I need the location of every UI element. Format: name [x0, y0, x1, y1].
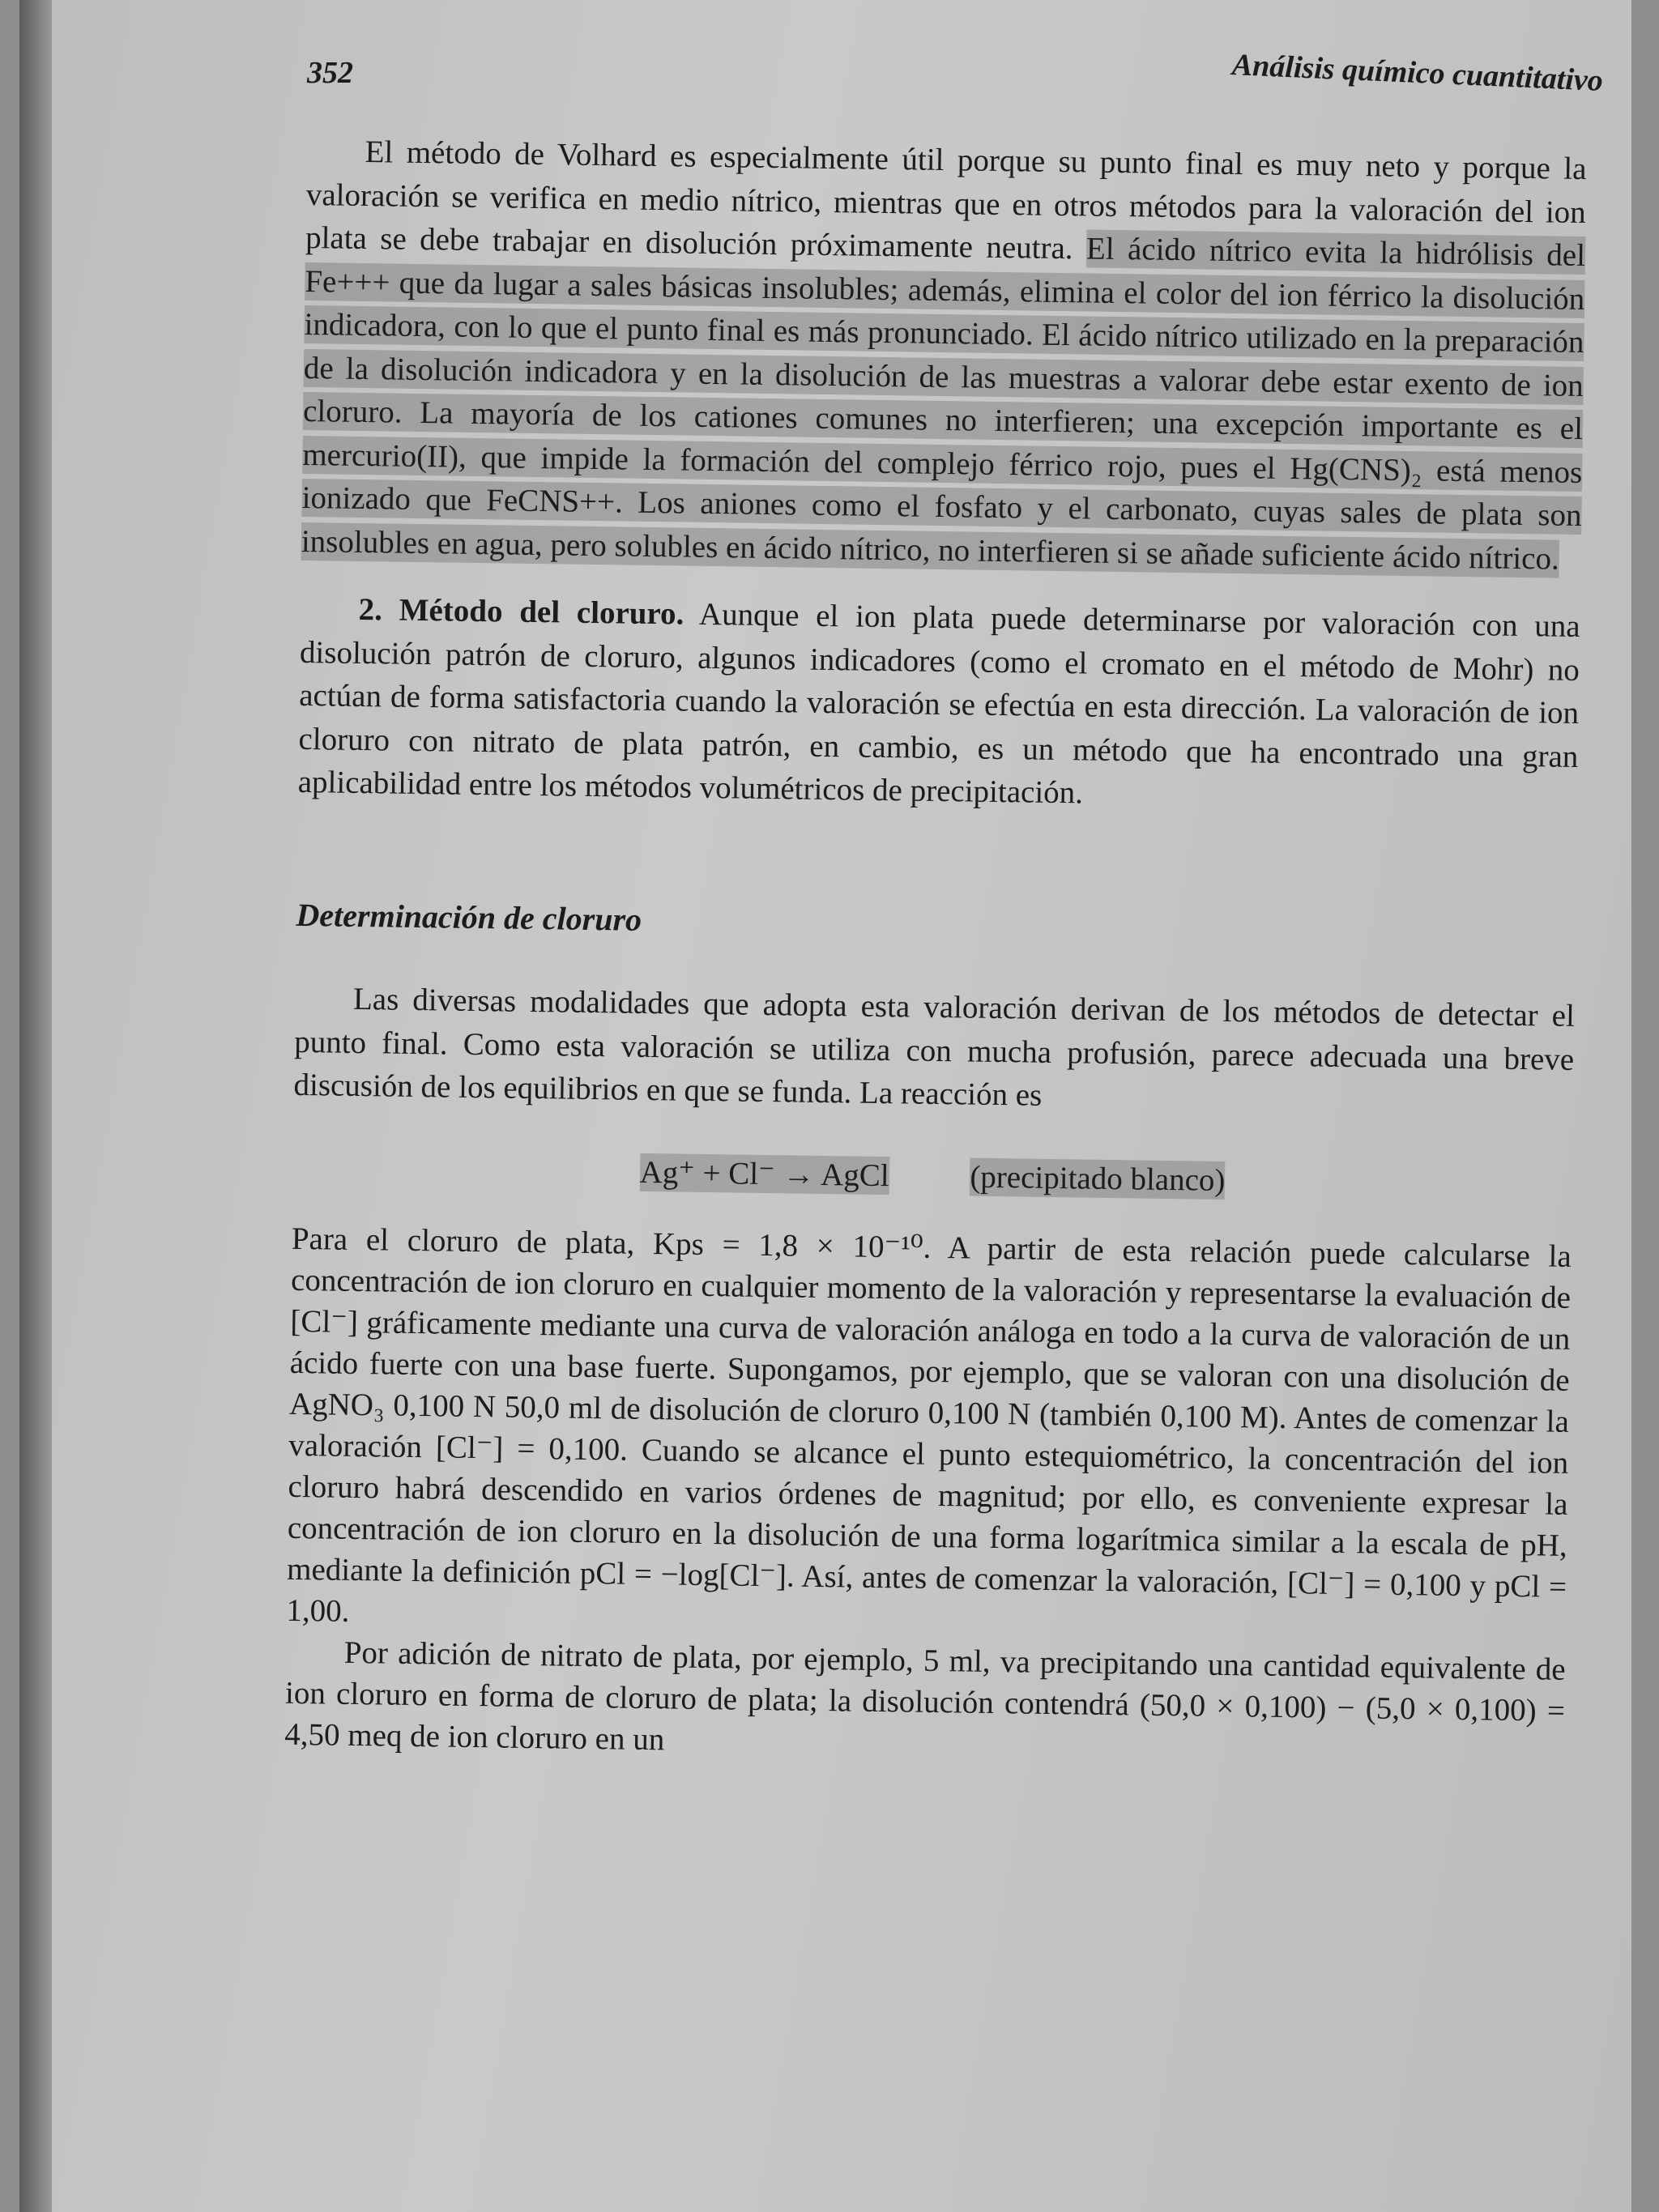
section-title: Determinación de cloruro	[296, 896, 642, 938]
reaction-equation	[292, 1145, 1573, 1207]
paragraph-chloride-method	[297, 587, 1580, 822]
equation-note: (precipitado blanco)	[970, 1159, 1226, 1198]
body-text	[284, 130, 1587, 1773]
chloride-method-label: 2. Método del cloruro.	[358, 591, 684, 632]
paragraph-addition	[284, 1631, 1566, 1773]
paragraph-kps	[286, 1218, 1572, 1649]
highlighted-text: El ácido nítrico evita la hidrólisis del Fe+++ que da lugar a sales básicas insolubles; además, elimina el color del ion férrico la disolución indicadora, con lo que el punto final es más pronunciado. El ácido nítrico utilizado en la preparación de la disolución indicadora y en la disolución de las muestras a valorar debe estar exento de ion cloruro. La mayoría de los cationes comunes no interfieren; una excepción importante es el mercurio(II), que impide la formación del complejo férrico rojo, pues el Hg(CNS)₂ está menos ionizado que FeCNS++. Los aniones como el fosfato y el carbonato, cuyas sales de plata son insolubles en agua, pero solubles en ácido nítrico, no interfieren si se añade suficiente ácido nítrico.	[301, 231, 1586, 577]
paragraph-volhard	[301, 130, 1587, 581]
equation-reaction: Ag⁺ + Cl⁻ → AgCl	[639, 1154, 889, 1193]
modalities-text: Las diversas modalidades que adopta esta valoración derivan de los métodos de detectar el punto final. Como esta valoración se utiliza con mucha profusión, parece adecuada una breve discusión de los equilibrios en que se funda. La reacción es	[293, 981, 1576, 1113]
chloride-method-text: Aunque el ion plata puede determinarse por valoración con una disolución patrón de cloruro, algunos indicadores (como el cromato en el método de Mohr) no actúan de forma satisfactoria cuando la valoración se efectúa en esta dirección. La valoración de ion cloruro con nitrato de plata patrón, en cambio, es un método que ha encontrado una gran aplicabilidad entre los métodos volumétricos de precipitación.	[297, 596, 1580, 811]
page-number: 352	[307, 56, 353, 90]
compact-block	[284, 1218, 1572, 1773]
kps-text: Para el cloruro de plata, Kps = 1,8 × 10⁻¹⁰. A partir de esta relación puede calcularse la concentración de ion cloruro en cualquier momento de la valoración y representarse la evaluación de [Cl⁻] gráficamente mediante una curva de valoración análoga en todo a la curva de valoración de un ácido fuerte con una base fuerte. Supongamos, por ejemplo, que se valoran con una disolución de AgNO₃ 0,100 N 50,0 ml de disolución de cloruro 0,100 N (también 0,100 M). Antes de comenzar la valoración [Cl⁻] = 0,100. Cuando se alcance el punto estequiométrico, la concentración del ion cloruro habrá descendido en varios órdenes de magnitud; por ello, es conveniente expresar la concentración de ion cloruro en la disolución de una forma logarítmica similar a la escala de pH, mediante la definición pCl = −log[Cl⁻]. Así, antes de comenzar la valoración, [Cl⁻] = 0,100 y pCl = 1,00.	[286, 1221, 1572, 1629]
running-title: Análisis químico cuantitativo	[1230, 48, 1604, 98]
addition-text: Por adición de nitrato de plata, por ejemplo, 5 ml, va precipitando una cantidad equivalente de ion cloruro en forma de cloruro de plata; la disolución contendrá (50,0 × 0,100) − (5,0 × 0,100) = 4,50 meq de ion cloruro en un	[284, 1634, 1566, 1758]
paragraph-modalities	[293, 977, 1575, 1125]
page-header	[307, 39, 1603, 104]
book-spine	[19, 0, 52, 2212]
book-page	[19, 0, 1631, 2212]
volhard-start: El método de Volhard es especialmente útil porque su punto final es muy neto y porque la valoración se verifica en medio nítrico, mientras que en otros métodos para la valoración del ion plata se debe trabajar en disolución próximamente neutra.	[305, 134, 1587, 266]
